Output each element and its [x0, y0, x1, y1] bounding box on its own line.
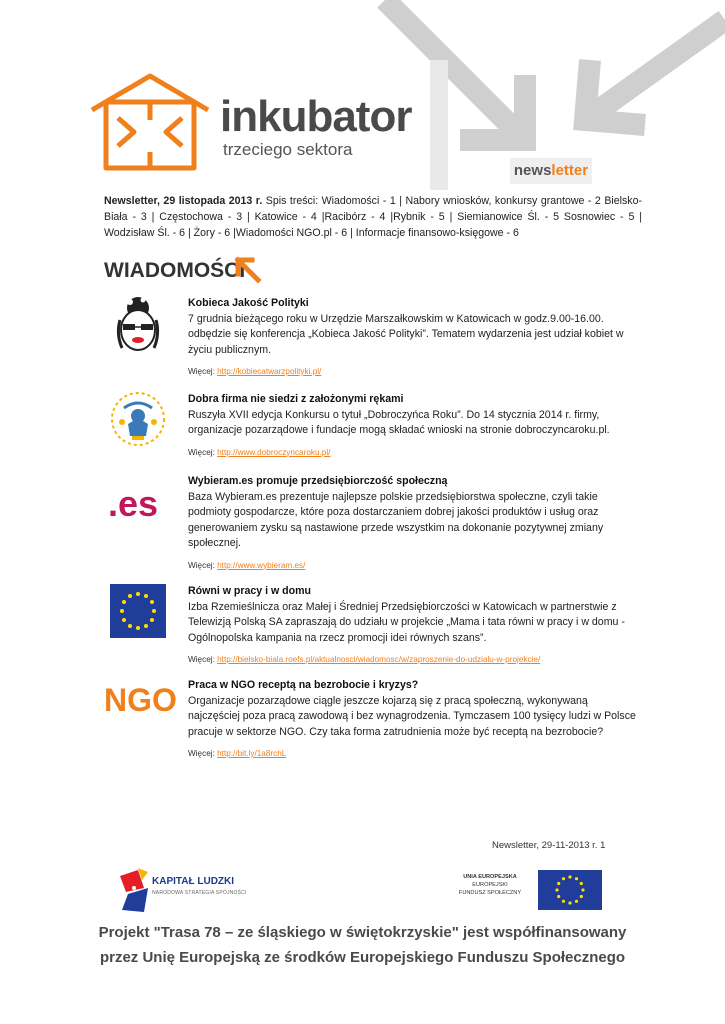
article-item [188, 678, 640, 760]
article-body: Izba Rzemieślnicza oraz Małej i Średniej Przedsiębiorczości w Katowicach w partnerstwie z Telewizją Polską SA zapraszają do udziału w projekcie „Mama i tata równi w pracy i w domu - Ogólnopolska kampania na rzecz promocji idei równych szans”. [188, 600, 625, 644]
read-more [188, 748, 640, 760]
logo-wordmark: inkubator [220, 92, 412, 141]
eu-flag-icon [538, 870, 602, 910]
article-link[interactable]: http://bit.ly/1a8rchL [217, 749, 287, 758]
ue-line3: FUNDUSZ SPOŁECZNY [458, 890, 522, 896]
article-item [188, 474, 640, 572]
read-more-label: Więcej: [188, 749, 218, 758]
read-more-label: Więcej: [188, 367, 218, 376]
badge-part1: news [513, 162, 552, 179]
inkubator-logo-icon [88, 72, 212, 172]
ue-line2: EUROPEJSKI [472, 882, 508, 888]
woman-portrait-thumbnail [110, 294, 166, 358]
article-body: Ruszyła XVII edycja Konkursu o tytuł „Dobroczyńca Roku”. Do 14 stycznia 2014 r. firmy, organizacje pozarządowe i fundacje mogą składać wnioski na stronie dobroczyncaroku.pl. [188, 408, 610, 436]
page-footer-number: Newsletter, 29-11-2013 r. 1 [492, 840, 606, 851]
article-item [188, 392, 640, 459]
article-item [188, 296, 640, 378]
logo-subtitle: trzeciego sektora [223, 140, 353, 159]
wybieram-es-logo: .es [108, 483, 159, 524]
read-more [188, 654, 640, 666]
badge-part2: letter [551, 162, 589, 179]
newsletter-date: Newsletter, 29 listopada 2013 r. [104, 195, 263, 207]
project-line2: przez Unię Europejską ze środków Europejskiego Funduszu Społecznego [99, 949, 626, 966]
toc-text: Spis treści: Wiadomości - 1 | Nabory wniosków, konkursy grantowe - 2 Bielsko-Biała - 3 | Częstochowa - 3 | Katowice - 4 |Racibórz - 4 |Rybnik - 5 | Siemianowice Śl. - 5 Sosnowiec - 5 | Wodzisław Śl. - 6 | Żory - 6 |Wiadomości NGO.pl - 6 | Informacje finansowo-księgowe - 6 [104, 195, 642, 239]
read-more-label: Więcej: [188, 447, 218, 457]
article-item [188, 584, 640, 666]
article-link[interactable]: http://bielsko-biala.roefs.pl/aktualnosci/wiadomosc/w/zaproszenie-do-udzialu-w-projekcie/ [217, 655, 541, 664]
arrow-up-left-icon[interactable] [232, 254, 262, 284]
ue-line1: UNIA EUROPEJSKA [463, 874, 517, 880]
article-title: Praca w NGO receptą na bezrobocie i kryzys? [188, 679, 419, 691]
ngo-logo: NGO [104, 682, 177, 718]
read-more [188, 447, 640, 459]
article-link[interactable]: http://www.dobroczyncaroku.pl/ [217, 447, 331, 457]
article-title: Równi w pracy i w domu [188, 585, 312, 597]
kapital-ludzki-title: KAPITAŁ LUDZKI [152, 876, 235, 887]
article-title: Dobra firma nie siedzi z założonymi rękami [188, 393, 404, 405]
article-link[interactable]: http://kobiecatwarzpolityki.pl/ [217, 367, 322, 376]
project-line1: Projekt "Trasa 78 – ze śląskiego w świętokrzyskie" jest współfinansowany [98, 924, 627, 941]
section-title: WIADOMOŚCI [104, 259, 246, 282]
article-body: Baza Wybieram.es prezentuje najlepsze polskie przedsiębiorstwa społeczne, czyli takie podmioty gospodarcze, które poza dostarczaniem dobrej jakości produktów i usług oraz generowaniem zysku są nastawione przede wszystkim na dokonanie pozytywnej zmiany społecznej. [188, 490, 604, 549]
project-funding-note [60, 920, 665, 970]
newsletter-badge [510, 158, 592, 184]
article-link[interactable]: http://www.wybieram.es/ [217, 560, 306, 570]
read-more [188, 560, 640, 572]
read-more [188, 366, 640, 378]
eu-flag-icon [110, 584, 166, 638]
article-body: Organizacje pozarządowe ciągle jeszcze kojarzą się z pracą społeczną, wykonywaną najczęściej poza pracą zawodową i bez wynagrodzenia. Tymczasem 100 tysięcy ludzi w Polsce pracuje w sektorze NGO. Czy taka forma zatrudnienia może być receptą na bezrobocie? [188, 694, 636, 738]
article-title: Kobieca Jakość Polityki [188, 297, 309, 309]
kapital-ludzki-subtitle: NARODOWA STRATEGIA SPÓJNOŚCI [152, 890, 247, 896]
table-of-contents [104, 193, 642, 241]
article-body: 7 grudnia bieżącego roku w Urzędzie Marszałkowskim w Katowicach w godz.9.00-16.00. odbędzie się konferencja „Kobieca Jakość Polityki”. Tematem wydarzenia jest udział kobiet w życiu publicznym. [188, 312, 624, 356]
read-more-label: Więcej: [188, 560, 218, 570]
read-more-label: Więcej: [188, 655, 218, 664]
dobroczynca-roku-logo-icon [110, 390, 166, 448]
ue-efs-text [448, 873, 532, 897]
article-title: Wybieram.es promuje przedsiębiorczość społeczną [188, 475, 448, 487]
